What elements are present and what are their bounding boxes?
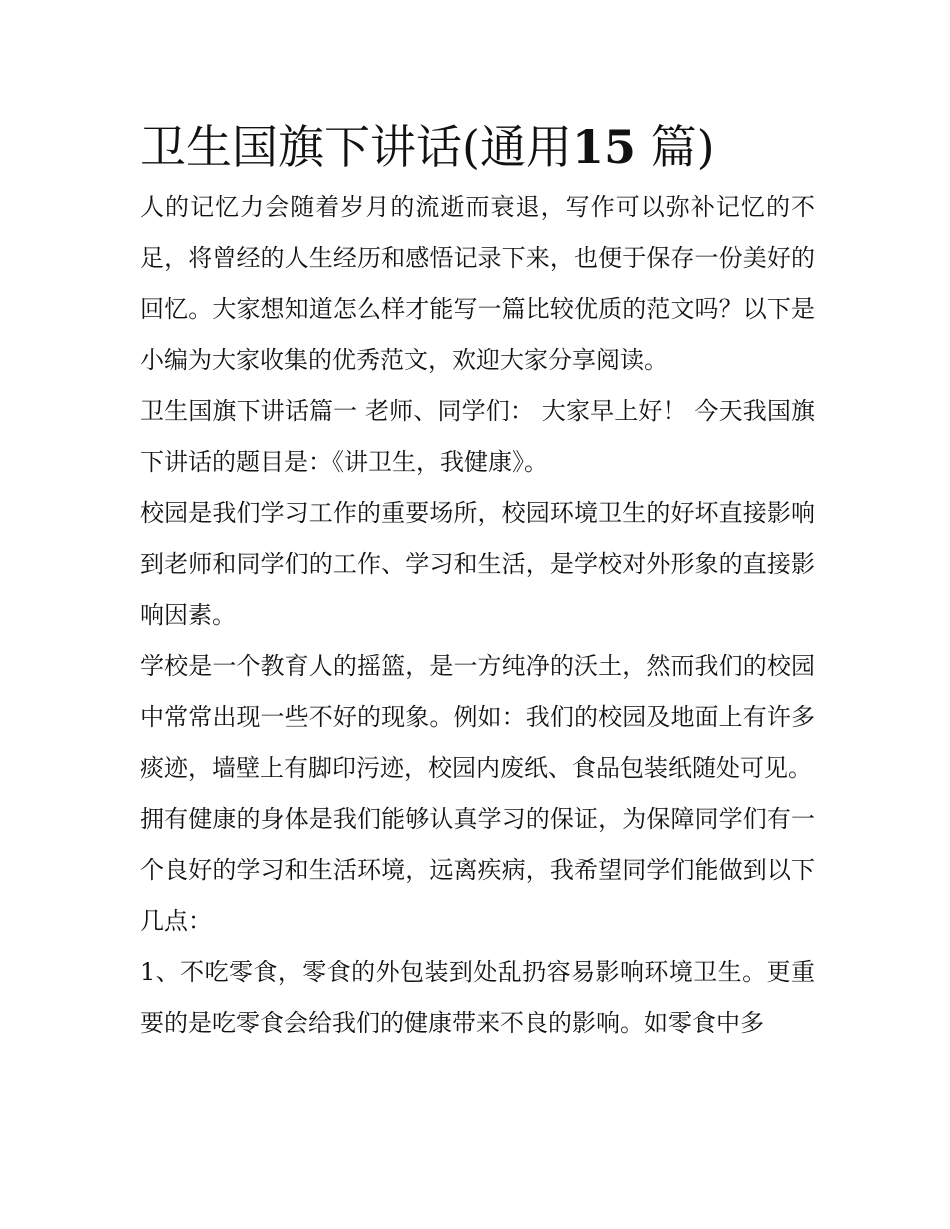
title-text-part3: 篇) — [650, 120, 715, 174]
paragraph-health: 拥有健康的身体是我们能够认真学习的保证，为保障同学们有一个良好的学习和生活环境，远离疾病，我希望同学们能做到以下几点： — [140, 805, 815, 935]
title-number: 15 — [571, 120, 636, 174]
paragraph-campus: 校园是我们学习工作的重要场所，校园环境卫生的好坏直接影响到老师和同学们的工作、学习和生活，是学校对外形象的直接影响因素。 — [140, 499, 815, 629]
paragraph-greeting: 卫生国旗下讲话篇一 老师、同学们： 大家早上好！ 今天我国旗下讲话的题目是：《讲卫生，我健康》。 — [140, 397, 815, 476]
document-body — [140, 112, 815, 1049]
paragraph-point-1: 1、不吃零食，零食的外包装到处乱扔容易影响环境卫生。更重要的是吃零食会给我们的健康带来不良的影响。如零食中多 — [140, 958, 815, 1037]
paragraph-intro: 人的记忆力会随着岁月的流逝而衰退，写作可以弥补记忆的不足，将曾经的人生经历和感悟记录下来，也便于保存一份美好的回忆。大家想知道怎么样才能写一篇比较优质的范文吗？以下是小编为大家收集的优秀范文，欢迎大家分享阅读。 — [140, 193, 815, 374]
paragraph-problems: 学校是一个教育人的摇篮，是一方纯净的沃土，然而我们的校园中常常出现一些不好的现象。例如：我们的校园及地面上有许多痰迹，墙壁上有脚印污迹，校园内废纸、食品包装纸随处可见。 — [140, 652, 815, 782]
title-text-part1: 卫生国旗下讲话(通用 — [140, 120, 572, 174]
document-title — [140, 112, 815, 182]
